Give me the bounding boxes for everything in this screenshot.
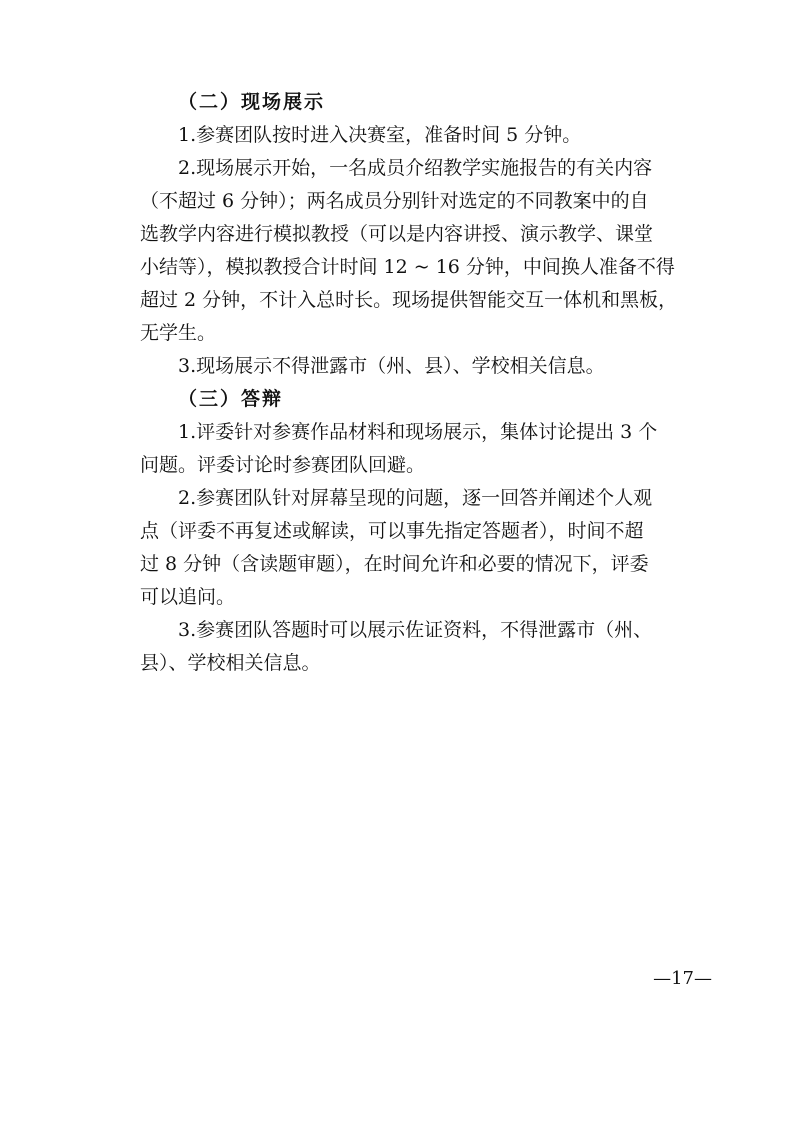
paragraph-2-3: 3.现场展示不得泄露市（州、县）、学校相关信息。 [178,355,605,377]
paragraph-3-1 [140,416,712,482]
paragraph-line: 2.现场展示开始，一名成员介绍教学实施报告的有关内容 [178,157,653,179]
paragraph-2-2 [140,152,712,350]
paragraph-3-2 [140,482,712,614]
paragraph-line: 点（评委不再复述或解读，可以事先指定答题者），时间不超 [140,520,644,542]
page-number: —17— [653,968,712,989]
paragraph-line: 县）、学校相关信息。 [140,652,321,674]
paragraph-line: 1.评委针对参赛作品材料和现场展示，集体讨论提出 3 个 [178,421,658,443]
paragraph-line: 可以追问。 [140,586,236,608]
paragraph-line: 选教学内容进行模拟教授（可以是内容讲授、演示教学、课堂 [140,223,654,245]
document-content [140,86,712,680]
paragraph-line: 无学生。 [140,322,217,344]
section-title-three: （三）答辩 [178,388,284,410]
paragraph-line: 过 8 分钟（含读题审题），在时间允许和必要的情况下，评委 [140,553,649,575]
paragraph-line: 2.参赛团队针对屏幕呈现的问题，逐一回答并阐述个人观 [178,487,653,509]
section-title-two: （二）现场展示 [178,91,326,113]
paragraph-3-3 [140,614,712,680]
paragraph-2-1: 1.参赛团队按时进入决赛室，准备时间 5 分钟。 [178,124,582,146]
paragraph-line: 问题。评委讨论时参赛团队回避。 [140,454,426,476]
paragraph-line: 3.参赛团队答题时可以展示佐证资料，不得泄露市（州、 [178,619,653,641]
paragraph-line: （不超过 6 分钟）；两名成员分别针对选定的不同教案中的自 [140,190,649,212]
paragraph-line: 超过 2 分钟，不计入总时长。现场提供智能交互一体机和黑板， [140,289,678,311]
paragraph-line: 小结等），模拟教授合计时间 12 ~ 16 分钟，中间换人准备不得 [140,256,675,278]
